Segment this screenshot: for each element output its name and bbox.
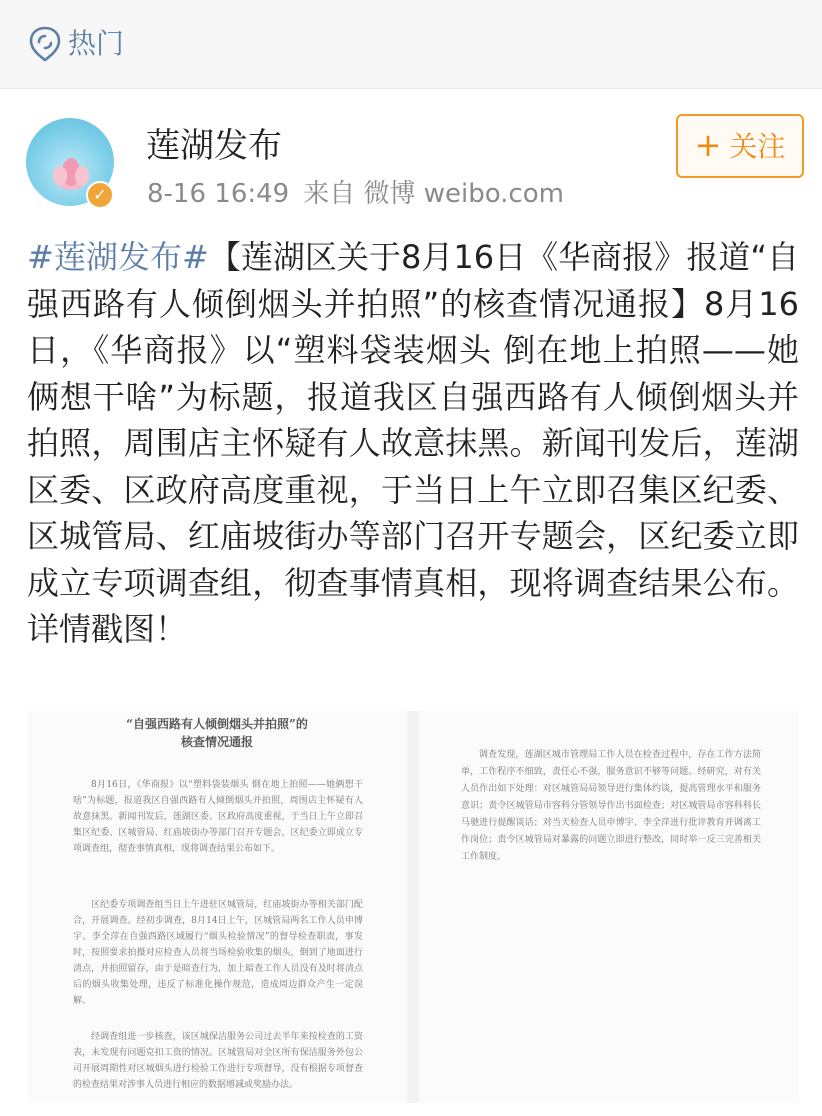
post-source: 来自 微博 weibo.com	[303, 179, 564, 209]
document-paragraph: 8月16日，《华商报》以“塑料袋装烟头 倒在地上拍照——她俩想干啥”为标题，报道我区自强西路有人倾倒烟头并拍照，周围店主怀疑有人故意抹黑。新闻刊发后，莲湖区委、区政府高度重视，于当日上午立即召集区纪委、区城管局、红庙坡街办等部门召开专题会，区纪委立即成立专项调查组，彻查事情真相，现将调查结果公布如下。	[73, 780, 363, 854]
topic-link[interactable]: #莲湖发布#	[27, 238, 209, 276]
post-body-text: 【莲湖区关于8月16日《华商报》报道“自强西路有人倾倒烟头并拍照”的核查情况通报】8月16日，《华商报》以“塑料袋装烟头 倒在地上拍照——她俩想干啥”为标题，报道我区自强西路有人倾倒烟头并拍照，周围店主怀疑有人故意抹黑。新闻刊发后，莲湖区委、区政府高度重视，于当日上午立即召集区纪委、区城管局、红庙坡街办等部门召开专题会，区纪委立即成立专项调查组，彻查事情真相，现将调查结果公布。详情戳图！	[27, 238, 799, 648]
hot-topic-icon[interactable]	[28, 26, 62, 62]
document-paragraph: 调查发现，莲湖区城市管理局工作人员在检查过程中，存在工作方法简单，工作程序不细致，责任心不强，服务意识不够等问题。经研究，对有关人员作出如下处理：对区城管局局领导进行集体约谈，提高管理水平和服务意识；责令区城管局市容科分管领导作出书面检查；对区城管局市容科科长马驰进行提醒谈话；对当天检查人员申博宇、李全萍进行批评教育并调离工作岗位；责令区城管局对暴露的问题立即进行整改，同时举一反三完善相关工作制度。	[461, 750, 761, 862]
document-page-right	[419, 711, 799, 1103]
account-name[interactable]: 莲湖发布	[146, 126, 282, 166]
verified-badge-icon: ✓	[86, 181, 114, 209]
document-title-line1: “自强西路有人倾倒烟头并拍照”的	[126, 717, 308, 731]
post-body	[27, 234, 799, 653]
document-paragraph: 经调查组进一步核查，该区城保洁服务公司过去半年来按检查的工资表，未发现有问题克扣工资的情况。区城管局对全区所有保洁服务外包公司开展周期性对区城烟头进行检验工作进行专项督导，没有根据专项督查的检查结果对涉事人员进行相应的数据增减或奖励办法。	[73, 1032, 363, 1090]
top-bar	[0, 0, 822, 89]
post-meta	[147, 176, 578, 212]
hot-section-label[interactable]: 热门	[68, 27, 125, 60]
follow-button[interactable]	[676, 114, 804, 178]
document-paragraph: 区纪委专项调查组当日上午进驻区城管局，红庙坡街办等相关部门配合，开展调查。经初步调查，8月14日上午，区城管局两名工作人员申博宇、李全萍在自强西路区域履行“烟头检验情况”的督导检查职责，事发时，按照要求拍摄对应检查人员将当场检验收集的烟头，倒到了地面进行清点，并拍照留存，由于是暗查行为，加上暗查工作人员没有及时将清点后的烟头收集处理，违反了标准化操作规范，造成周边群众产生一定误解。	[73, 900, 363, 1006]
document-title	[67, 715, 367, 751]
document-page-left	[27, 711, 407, 1103]
document-title-line2: 核查情况通报	[180, 735, 253, 749]
post-timestamp: 8-16 16:49	[147, 179, 290, 209]
follow-button-label: 关注	[729, 130, 786, 163]
plus-icon: +	[694, 126, 722, 164]
attached-document-image[interactable]	[27, 711, 799, 1103]
